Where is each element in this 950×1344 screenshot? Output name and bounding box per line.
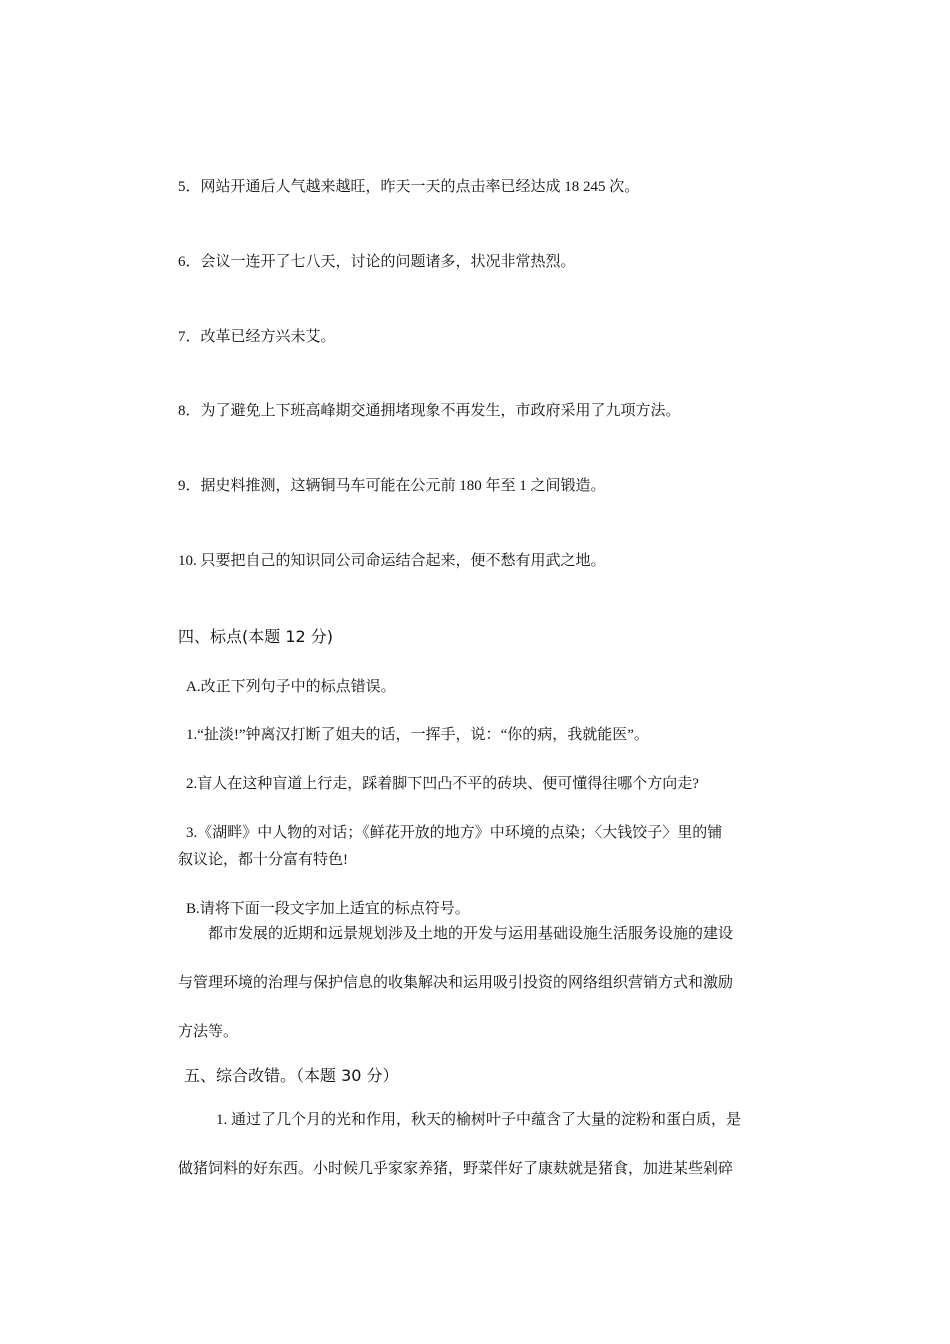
section-4-item-2: 2.盲人在这种盲道上行走，踩着脚下凹凸不平的砖块、便可懂得往哪个方向走? <box>186 776 699 792</box>
section-4-item-1: 1.“扯淡!”钟离汉打断了姐夫的话，一挥手，说：“你的病，我就能医”。 <box>186 727 649 743</box>
section-4-paragraph-line-3: 方法等。 <box>178 1024 239 1040</box>
question-9: 9．据史料推测，这辆铜马车可能在公元前 180 年至 1 之间锻造。 <box>178 478 606 494</box>
section-4-paragraph-line-2: 与管理环境的治理与保护信息的收集解决和运用吸引投资的网络组织营销方式和激励 <box>178 975 734 991</box>
question-5: 5．网站开通后人气越来越旺，昨天一天的点击率已经达成 18 245 次。 <box>178 179 640 195</box>
section-5-paragraph-line-2: 做猪饲料的好东西。小时候几乎家家养猪，野菜伴好了康麸就是猪食，加进某些剁碎 <box>178 1161 734 1177</box>
section-5-paragraph-line-1: 1. 通过了几个月的光和作用，秋天的榆树叶子中蕴含了大量的淀粉和蛋白质，是 <box>216 1112 742 1128</box>
question-10: 10. 只要把自己的知识同公司命运结合起来，便不愁有用武之地。 <box>178 553 606 569</box>
section-4-title: 四、标点(本题 12 分) <box>178 627 334 646</box>
section-5-title: 五、综合改错。（本题 30 分） <box>184 1066 399 1085</box>
question-8: 8．为了避免上下班高峰期交通拥堵现象不再发生，市政府采用了九项方法。 <box>178 403 681 419</box>
section-4-item-3-line-2: 叙议论，都十分富有特色! <box>178 852 348 868</box>
question-7: 7．改革已经方兴未艾。 <box>178 329 336 345</box>
section-4-item-3-line-1: 3.《湖畔》中人物的对话；《鲜花开放的地方》中环境的点染；〈大钱饺子〉里的铺 <box>186 825 723 841</box>
section-4-part-b: B.请将下面一段文字加上适宜的标点符号。 <box>186 901 470 917</box>
section-4-part-a: A.改正下列句子中的标点错误。 <box>186 679 396 695</box>
section-4-paragraph-line-1: 都市发展的近期和远景规划涉及土地的开发与运用基础设施生活服务设施的建设 <box>208 926 734 942</box>
question-6: 6．会议一连开了七八天，讨论的问题诸多，状况非常热烈。 <box>178 254 576 270</box>
